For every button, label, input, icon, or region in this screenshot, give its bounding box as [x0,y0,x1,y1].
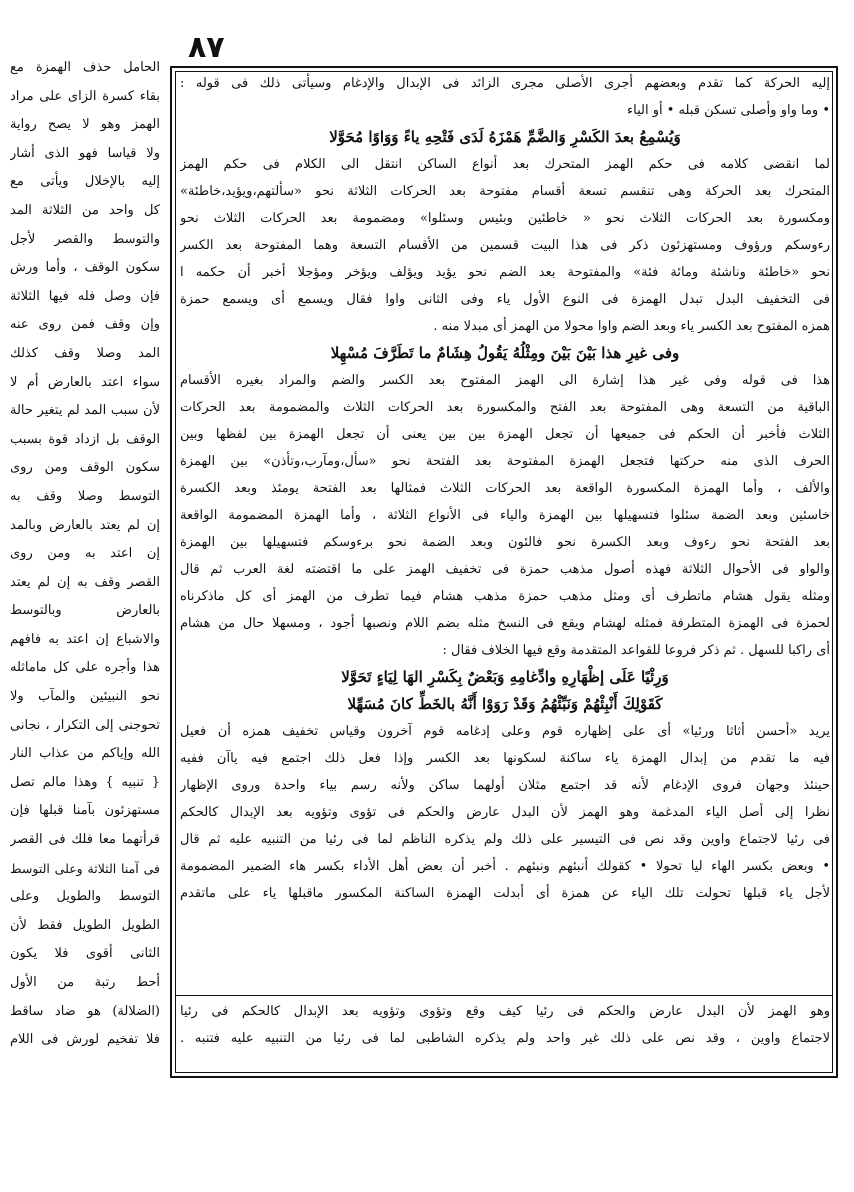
footnote-line: وهو الهمز لأن البدل عارض والحكم فى رئيا كيف وقع وتؤوى وتؤويه بعد الإبدال كالحكم فى رئيا [180,1004,830,1019]
margin-line: (الضلالة) هو ضاد ساقط [10,1003,160,1019]
text-line: الحرف الذى منه حركتها فتجعل الهمزة المفتوحة بعد الفتحة نحو «سأل،ومآرب،وتأذن» بين الهمزة [180,454,830,469]
verse-line: وَيُسْمِعُ بعدَ الكَسْرِ وَالضَّمِّ هَمْزَهُ لَدَى فَتْحِهِ ياءً وَوَاوًا مُحَوَّلا [329,128,681,146]
text-line: ومثله يقول هشام ماتطرف أى ومثل مذهب حمزة مذهب هشام فيما تطرف من الهمز أى كل ماذكرناه [180,589,830,604]
text-line: خاسئين وبعد الضمة سئلوا فتسهيلها بين الهمزة والياء فى الأنواع الثلاثة ، وأما الهمزة المضمومة الواقعة [180,508,830,523]
margin-line: أحط رتبة من الأول [10,975,160,990]
margin-line: { تنبيه } وهذا مالم تصل [10,774,160,790]
margin-line: إن لم يعتد بالعارض وبالمد [10,517,160,533]
margin-line: هذا وأجره على كل ماماثله [10,660,160,676]
margin-line: فإن وصل فله فيها الثلاثة [10,288,160,304]
margin-line: القصر وقف به إن لم يعتد [10,574,160,590]
footnote-text [180,998,830,1052]
margin-line: التوسط والطويل وعلى [10,889,160,905]
margin-line: فى آمنا الثلاثة وعلى التوسط [10,860,160,876]
margin-line: الثانى أقوى فلا يكون [10,946,160,962]
text-line: والواو فى الأحوال الثلاثة فهذه أصول مذهب حمزة فى تخفيف الهمز على ما اقتضته لغة العرب ثم قال [180,562,830,577]
text-line: والألف ، وأما الهمزة المكسورة الواقعة بعد الحركات الثلاث فمثالها بعد الفتحة يومئذ وبعد الكسرة [180,481,830,496]
margin-line: نحو النبيئين والمآب ولا [10,689,160,705]
footnote-divider [175,995,833,996]
text-line: بعد الفتحة نحو رءوف وبعد الكسرة نحو فالئون وبعد الضمة نحو برءوسكم فتسهيلها بين الهمزة [180,535,830,550]
text-line: همزه المفتوح بعد الكسر ياء وبعد الضم واوا محولا من الهمز أى مبدلا منه . [433,319,830,334]
margin-line: الحامل حذف الهمزة مع [10,60,160,75]
margin-line: سواء اعتد بالعارض أم لا [10,374,160,390]
text-line: إليه الحركة كما تقدم وبعضهم أجرى الأصلى مجرى الزائد فى الإبدال والإدغام وسيأتى ذلك فى قوله : [180,76,830,91]
margin-line: مستهزئون بآمنا قبلها فإن [10,803,160,819]
margin-line: قرأتهما معا فلك فى القصر [10,832,160,848]
text-line: لحمزة فى الهمزة المتطرفة فمثله لهشام ويقع فى النسخ مثله بضم اللام ونصبها أجود ، ومسهلا حال من هشام [180,616,830,631]
text-line: هذا فى قوله وفى غير هذا إشارة الى الهمز المفتوح بعد الكسر والضم والمراد بغيره الأقسام [180,373,830,388]
margin-line: بالعارض وبالتوسط [10,603,160,619]
verse-line: كَقَوْلِكَ أَنْبِئْهُمْ وَنَبِّئْهُمُ وَقَدْ رَوَوْا أَنَّهُ بالخَطِّ كانَ مُسَهِّلا [347,695,663,713]
text-line: المتحرك بعد الحركة وهى تنقسم تسعة أقسام مفتوحة بعد الحركات الثلاثة نحو «سألتهم،ويؤيد،خاطئة» [180,184,830,199]
margin-line: تحوجنى إلى التكرار ، نجانى [10,717,160,733]
margin-line: ولا قياسا فهو الذى أشار [10,145,160,161]
main-text-column [180,70,830,907]
text-line: الباقية من التسعة وهى المفتوحة بعد الفتح والمكسورة بعد الحركات الثلاث والمضمومة بعد الحركات [180,400,830,415]
text-line: • وما واو وأصلى تسكن قبله • أو الياء [627,103,830,118]
text-line: حينئذ وجهان فروى الإدغام لأنه قد اجتمع مثلان أولهما ساكن ولأنه رسم بياء واحدة وروى الإظهار [180,778,830,793]
margin-line: إليه بالإخلال ويأتى مع [10,174,160,190]
margin-line: لأن سبب المد لم يتغير حالة [10,403,160,419]
verse-line: وفى غيرِ هذا بَيْنَ بَيْنَ ومِثْلُهُ يَقُولُ هِشَامٌ ما تَطَرَّفَ مُسْهِلا [330,344,680,362]
margin-line: سكون الوقف ، وأما ورش [10,260,160,276]
text-line: رءوسكم ورؤوف ومستهزئون ذكر فى هذا البيت قسمين من الأقسام التسعة وهما المفتوحة بعد الكسر [180,238,830,253]
text-line: • وبعض بكسر الهاء ليا تحولا • كقولك أنبئهم ونبئهم . أخبر أن بعض أهل الأداء بكسر هاء الضمير المضمومة [180,859,830,874]
text-line: ومكسورة بعد الحركات الثلاث نحو « خاطئين وبئيس وسئلوا» ومضمومة بعد الحركات الثلاث نحو [180,211,830,226]
text-line: لأجل ياء قبلها تحولت تلك الياء عن همزة أى أبدلت الهمزة الساكنة المكسور ماقبلها ياء على ماتقدم [180,886,830,901]
text-line: نظرا إلى أصل الياء المدغمة وهو الهمز لأن البدل عارض والحكم فى تؤوى وتؤويه بعد الإبدال كالحكم [180,805,830,820]
text-line: الثلاث فأخبر أن الحكم فى جميعها أن تجعل الهمزة بين بين يعنى أن تجعل الهمزة بين لفظها وبين [180,427,830,442]
margin-line: الهمز وهو لا يصح رواية [10,117,160,133]
footnote-line: لاجتماع واوين ، وقد نص على ذلك غير واحد ولم يذكره الشاطبى لما فى رئيا من التنبيه عليه فتنبه . [180,1031,830,1046]
text-line: نحو «خاطئة وناشئة ومائة فئة» والمفتوحة بعد الضم نحو يؤيد ويؤلف ويؤخر ومؤجلا أخبر أن حكمه ا [180,265,830,280]
margin-line: إن اعتد به ومن روى [10,546,160,562]
text-line: أى راكبا للسهل . ثم ذكر فروعا للقواعد المتقدمة وقع فيها الخلاف فقال : [442,643,830,658]
page-number: ٨٧ [188,30,225,65]
margin-line: الله وإياكم من عذاب النار [10,746,160,762]
margin-commentary [10,54,160,1055]
verse-line: وَرِئْيًا عَلَى إظْهَارِهِ وادِّغامِهِ وَبَعْضٌ بِكَسْرِ الهَا لِيَاءٍ تَحَوَّلا [341,668,669,686]
margin-line: سكون الوقف ومن روى [10,460,160,476]
margin-line: التوسط وصلا وقف به [10,488,160,504]
text-line: لما انقضى كلامه فى حكم الهمز المتحرك بعد أنواع الساكن انتقل الى الكلام فى حكم الهمز [180,157,830,172]
text-line: يريد «أحسن أثاثا ورئيا» أى على إظهاره قوم وعلى إدغامه قوم آخرون وقياس تخفيف همزه أن فعيل [180,724,830,739]
text-line: فى التخفيف البدل تبدل الهمزة فى النوع الأول ياء وفى الثانى واوا فقال ويسمع أى ويسمع حمزة [180,292,830,307]
text-line: فى رئيا لاجتماع واوين وقد نص فى التيسير على ذلك ولم يذكره الناظم لما فى رئيا من التنبيه عليه ثم قال [180,832,830,847]
margin-line: وإن وقف فمن روى عنه [10,317,160,333]
margin-line: فلا تفخيم لورش فى اللام [10,1032,160,1048]
margin-line: الطويل الطويل فقط لأن [10,917,160,933]
margin-line: المد وصلا وقف كذلك [10,345,160,361]
margin-line: والاشباع إن اعتد به فافهم [10,631,160,647]
margin-line: الوقف بل ازداد قوة بسبب [10,431,160,447]
margin-line: والتوسط والقصر لأجل [10,231,160,247]
margin-line: بقاء كسرة الزاى على مراد [10,88,160,104]
text-line: فيه ما تقدم من إبدال الهمزة ياء ساكنة لسكونها بعد الكسر وإذا فعل ذلك اجتمع فيه ياآن ففيه [180,751,830,766]
margin-line: كل واحد من الثلاثة المد [10,202,160,218]
